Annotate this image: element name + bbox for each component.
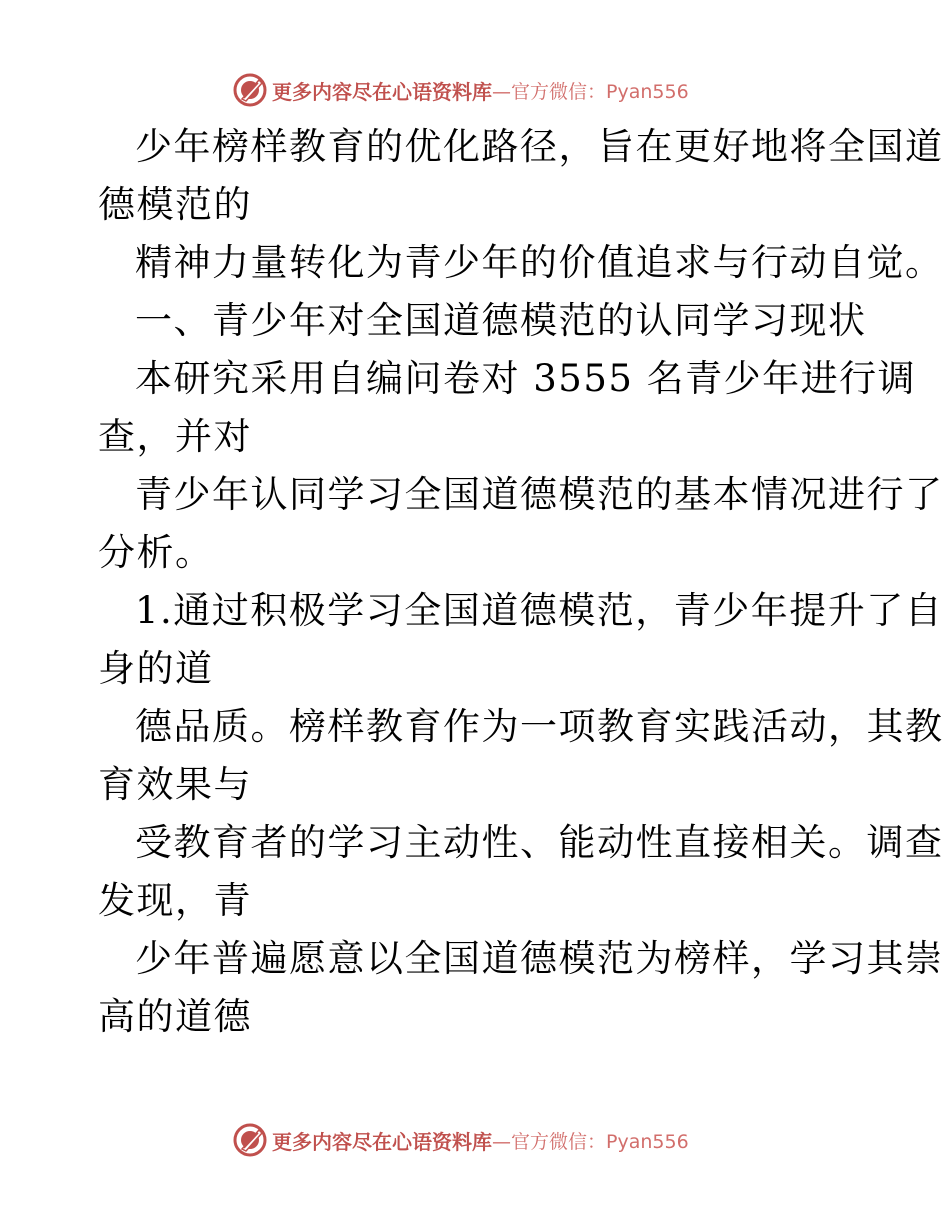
paragraph <box>98 930 944 1046</box>
paragraph <box>98 466 944 582</box>
text-line: 精神力量转化为青少年的价值追求与行动自觉。 <box>135 241 944 284</box>
paragraph <box>98 814 944 930</box>
text-line: 发现，青 <box>98 879 252 922</box>
text-line: 一、青少年对全国道德模范的认同学习现状 <box>135 299 867 342</box>
paragraph <box>98 118 944 234</box>
text-line: 德模范的 <box>98 183 252 226</box>
paragraph <box>98 582 944 698</box>
banner-main-text: 更多内容尽在心语资料库 <box>272 79 492 104</box>
text-line: 青少年认同学习全国道德模范的基本情况进行了 <box>135 473 944 516</box>
section-heading <box>98 292 888 350</box>
paragraph <box>98 698 944 814</box>
footer-banner <box>232 1122 689 1158</box>
text-line: 本研究采用自编问卷对 3555 名青少年进行调 <box>135 357 917 400</box>
text-line: 查，并对 <box>98 415 252 458</box>
text-line: 育效果与 <box>98 763 252 806</box>
text-line: 身的道 <box>98 647 214 690</box>
quill-logo-icon <box>232 72 268 108</box>
paragraph <box>98 234 944 292</box>
text-line: 受教育者的学习主动性、能动性直接相关。调查 <box>135 821 944 864</box>
document-body <box>98 118 944 1046</box>
banner-main-text: 更多内容尽在心语资料库 <box>272 1129 492 1154</box>
paragraph <box>98 350 917 466</box>
text-line: 分析。 <box>98 531 214 574</box>
header-banner <box>232 72 689 108</box>
text-line: 高的道德 <box>98 995 252 1038</box>
text-line: 少年榜样教育的优化路径，旨在更好地将全国道 <box>135 125 944 168</box>
text-line: 少年普遍愿意以全国道德模范为榜样，学习其崇 <box>135 937 944 980</box>
quill-logo-icon <box>232 1122 268 1158</box>
banner-contact-text: —官方微信：Pyan556 <box>492 1130 689 1153</box>
banner-contact-text: —官方微信：Pyan556 <box>492 80 689 103</box>
text-line: 德品质。榜样教育作为一项教育实践活动，其教 <box>135 705 944 748</box>
text-line: 1.通过积极学习全国道德模范，青少年提升了自 <box>135 589 944 632</box>
